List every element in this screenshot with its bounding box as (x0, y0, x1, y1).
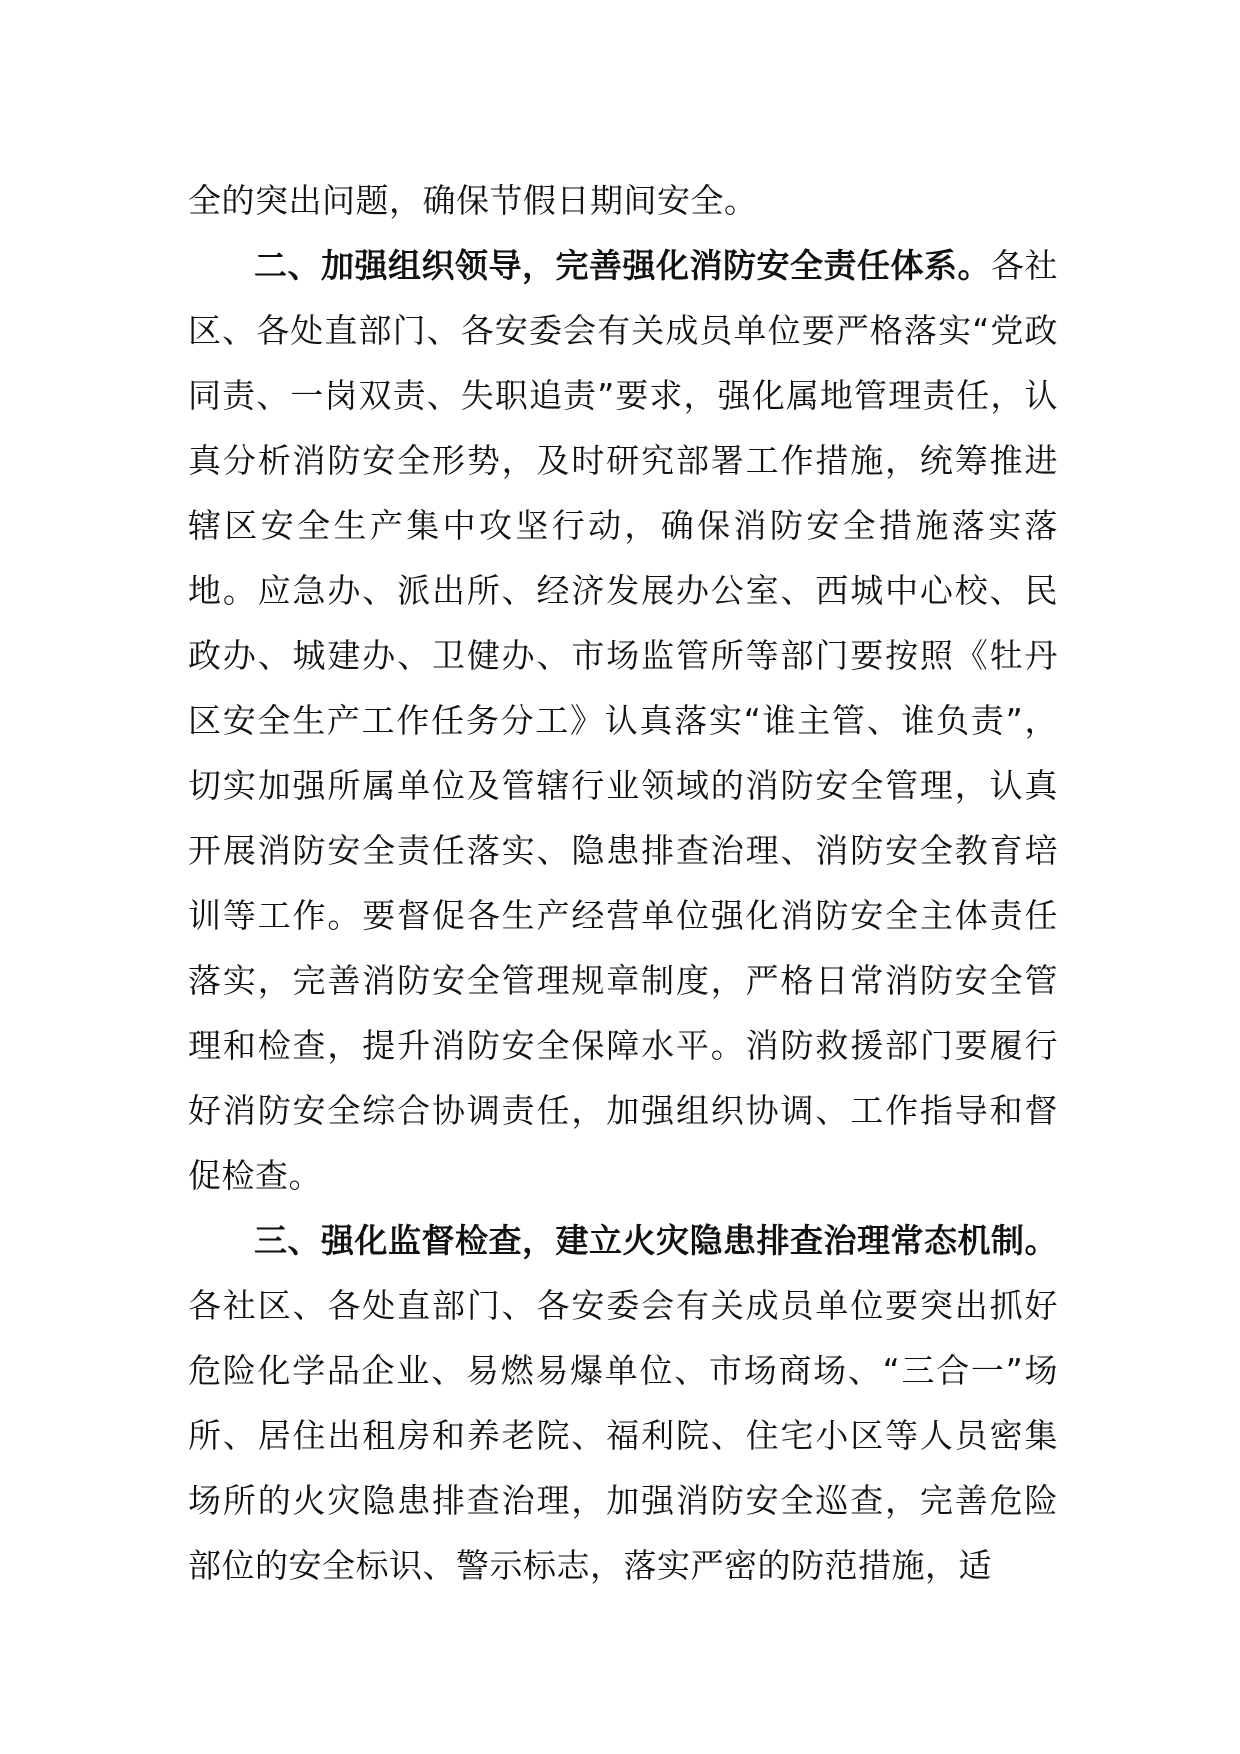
paragraph-body: 各社区、各处直部门、各安委会有关成员单位要严格落实“党政同责、一岗双责、失职追责”要求，强化属地管理责任，认真分析消防安全形势，及时研究部署工作措施，统筹推进辖区安全生产集中攻坚行动，确保消防安全措施落实落地。应急办、派出所、经济发展办公室、西城中心校、民政办、城建办、卫健办、市场监管所等部门要按照《牡丹区安全生产工作任务分工》认真落实“谁主管、谁负责”，切实加强所属单位及管辖行业领域的消防安全管理，认真开展消防安全责任落实、隐患排查治理、消防安全教育培训等工作。要督促各生产经营单位强化消防安全主体责任落实，完善消防安全管理规章制度，严格日常消防安全管理和检查，提升消防安全保障水平。消防救援部门要履行好消防安全综合协调责任，加强组织协调、工作指导和督促检查。 (188, 246, 1058, 1195)
document-body (188, 168, 1058, 1598)
paragraph-body: 各社区、各处直部门、各安委会有关成员单位要突出抓好危险化学品企业、易燃易爆单位、市场商场、“三合一”场所、居住出租房和养老院、福利院、住宅小区等人员密集场所的火灾隐患排查治理，加强消防安全巡查，完善危险部位的安全标识、警示标志，落实严密的防范措施，适 (188, 1286, 1058, 1585)
paragraph-body: 全的突出问题，确保节假日期间安全。 (188, 181, 758, 220)
paragraph-section-3 (188, 1208, 1058, 1598)
paragraph-section-2 (188, 233, 1058, 1208)
paragraph-continuation (188, 168, 1058, 233)
section-heading: 三、强化监督检查，建立火灾隐患排查治理常态机制。 (254, 1221, 1058, 1260)
section-heading: 二、加强组织领导，完善强化消防安全责任体系。 (254, 246, 991, 285)
